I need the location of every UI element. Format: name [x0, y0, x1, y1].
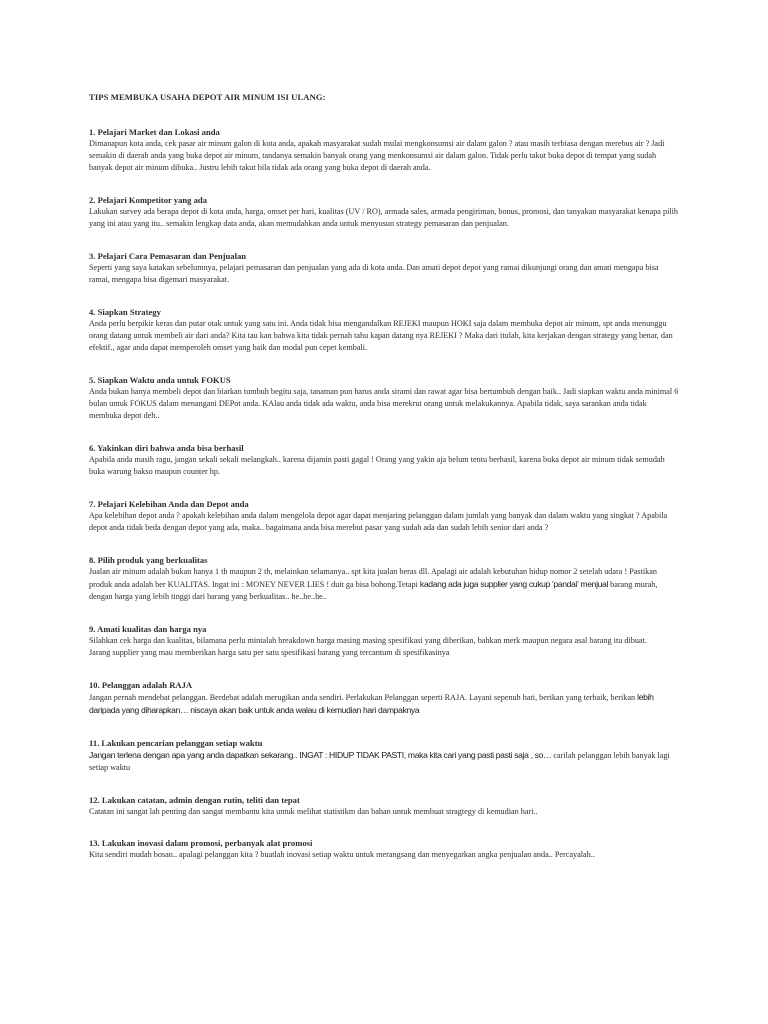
section-body: Apabila anda masih ragu, jangan sekali sekali melangkah.. karena dijamin pasti gagal ! Orang yang yakin aja belum tentu berhasil, karena buka depot air minum tidak semudah buka warung bakso maupun counter hp.	[89, 455, 665, 477]
section-6	[89, 442, 681, 478]
section-heading: 5. Siapkan Waktu anda untuk FOKUS	[89, 375, 231, 386]
body-text: Jualan air minum adalah bukan hanya 1 th maupun 2 th, melainkan selamanya.. spt kita jualan beras dll. Apalagi air adalah kebutuhan hidup nomor 2 setelah udara ! Pastikan produk anda adalah ber KUALITAS. Ingat ini : MONEY NEVER LIES ! duit ga bisa bohong.Tetapi	[89, 566, 657, 590]
body-text-condensed: Jangan terlena dengan apa yang anda dapatkan sekarang.. INGAT : HIDUP TIDAK PASTI, maka kita cari yang pasti pasti saja , so…	[89, 749, 552, 760]
section-body: Catatan ini sangat lah penting dan sangat membantu kita untuk melihat statistikm dan bahan untuk membuat stragtegy di kemudian hari..	[89, 806, 538, 816]
section-heading: 6. Yakinkan diri bahwa anda bisa berhasil	[89, 443, 244, 454]
section-body: Apa kelebihan depot anda ? apakah kelebihan anda dalam mengelola depot agar dapat menjaring pelanggan dalam jumlah yang banyak dan dalam waktu yang singkat ? Apabila depot anda tidak beda dengan depot yang ada, maka.. bagaimana anda bisa merebut pasar yang sudah ada dan sudah lebih senior dari anda ?	[89, 511, 668, 533]
section-heading: 10. Pelanggan adalah RAJA	[89, 679, 193, 690]
body-text: carilah pelanggan lebih banyak lagi setiap waktu	[89, 750, 670, 773]
section-2	[89, 194, 681, 230]
section-9	[89, 623, 681, 659]
section-11	[89, 737, 681, 774]
section-5	[89, 374, 681, 423]
section-heading: 7. Pelajari Kelebihan Anda dan Depot anda	[89, 499, 249, 510]
section-body: Dimanapun kota anda, cek pasar air minum galon di kota anda, apakah masyarakat sudah mulai mengkonsumsi air dalam galon ? atau masih terbiasa dengan merebus air ? Jadi semakin di daerah anda yang buka depot air minum, tandanya semakin banyak orang yang menkonsumsi air dalam galon. Tidak perlu takut buka depot di tempat yang sudah banyak depot air minum dibuka.. Justru lebih takut bila tidak ada orang yang buka depot di daerah anda.	[89, 139, 665, 173]
section-body: Anda bukan hanya membeli depot dan biarkan tumbuh begitu saja, tanaman pun harus anda sirami dan rawat agar bisa bertumbuh dengan baik.. Jadi siapkan waktu anda minimal 6 bulan untuk FOKUS dalam menangani DEPot anda. KAlau anda tidak ada waktu, anda bisa merekrut orang untuk melakukannya. Apabila tidak, saya sarankan anda tidak membuka depot deh..	[89, 387, 679, 421]
body-text: Jangan pernah mendebat pelanggan. Berdebat adalah merugikan anda sendiri. Perlakukan Pelanggan seperti RAJA. Layani sepenuh hati, berikan yang terbaik, berikan	[89, 692, 638, 702]
section-heading: 12. Lakukan catatan, admin dengan rutin, teliti dan tepat	[89, 794, 300, 805]
section-7	[89, 498, 681, 534]
section-heading: 4. Siapkan Strategy	[89, 306, 161, 317]
section-3	[89, 250, 681, 286]
body-text-condensed: lebih daripada yang diharapkan… niscaya akan baik untuk anda walau di kemudian hari dampaknya	[89, 691, 654, 716]
section-body: Silahkan cek harga dan kualitas, bilamana perlu mintalah breakdown harga masing masing spesifikasi yang diberikan, bahkan merk maupun negara asal barang itu dibuat.	[89, 636, 647, 646]
section-12	[89, 794, 681, 818]
section-13	[89, 837, 681, 861]
section-heading: 13. Lakukan inovasi dalam promosi, perbanyak alat promosi	[89, 838, 313, 849]
section-8	[89, 554, 681, 604]
section-body	[89, 691, 681, 717]
body-text: barang murah, dengan harga yang lebih tinggi dari barang yang berkualitas.. he..he..he..	[89, 580, 658, 602]
body-text-condensed: kadang ada juga supplier yang cukup 'pandai' menjual	[419, 579, 609, 590]
section-heading: 11. Lakukan pencarian pelanggan setiap waktu	[89, 737, 263, 748]
section-body	[89, 566, 681, 604]
section-4	[89, 306, 681, 355]
section-heading: 9. Amati kualitas dan harga nya	[89, 624, 207, 635]
section-body: Lakukan survey ada berapa depot di kota anda, harga, omset per hari, kualitas (UV / RO), armada sales, armada pengiriman, bonus, promosi, dan tanyakan masyarakat kenapa pilih yang ini atau yang itu.. semakin lengkap data anda, akan memudahkan anda untuk menyusun strategy pemasaran dan penjualan.	[89, 207, 679, 229]
section-body	[89, 749, 681, 774]
section-heading: 2. Pelajari Kompetitor yang ada	[89, 195, 207, 206]
section-body: Kita sendiri mudah bosan.. apalagi pelanggan kita ? buatlah inovasi setiap waktu untuk merangsang dan menyegarkan angka penjualan anda.. Percayalah..	[89, 850, 595, 860]
document-title: TIPS MEMBUKA USAHA DEPOT AIR MINUM ISI ULANG:	[89, 92, 326, 102]
document	[89, 92, 681, 881]
section-body-2: Jarang supplier yang mau memberikan harga satu per satu spesifikasi barang yang tercantum di spesifikasinya	[89, 648, 450, 658]
section-heading: 8. Pilih produk yang berkualitas	[89, 554, 208, 565]
section-heading: 3. Pelajari Cara Pemasaran dan Penjualan	[89, 251, 247, 262]
section-heading: 1. Pelajari Market dan Lokasi anda	[89, 127, 220, 137]
section-body: Seperti yang saya katakan sebelumnya, pelajari pemasaran dan penjualan yang ada di kota anda. Dan amati depot depot yang ramai dikunjungi orang dan amati mengapa bisa ramai, mengapa bisa digemari masyarakat.	[89, 263, 659, 285]
section-body: Anda perlu berpikir keras dan putar otak untuk yang satu ini. Anda tidak bisa mengandalkan REJEKI maupun HOKI saja dalam membuka depot air minum, spt anda menunggu orang datang untuk membeli air dari anda? Kita tau kan bahwa kita tidak pernah tahu kapan datang nya REJEKI ? Maka dari itulah, kita kerjakan dengan strategy yang benar, dan efektif., agar anda dapat memperoleh omset yang baik dan modal pun cepet kembali.	[89, 318, 673, 353]
section-1	[89, 126, 681, 175]
section-10	[89, 679, 681, 717]
